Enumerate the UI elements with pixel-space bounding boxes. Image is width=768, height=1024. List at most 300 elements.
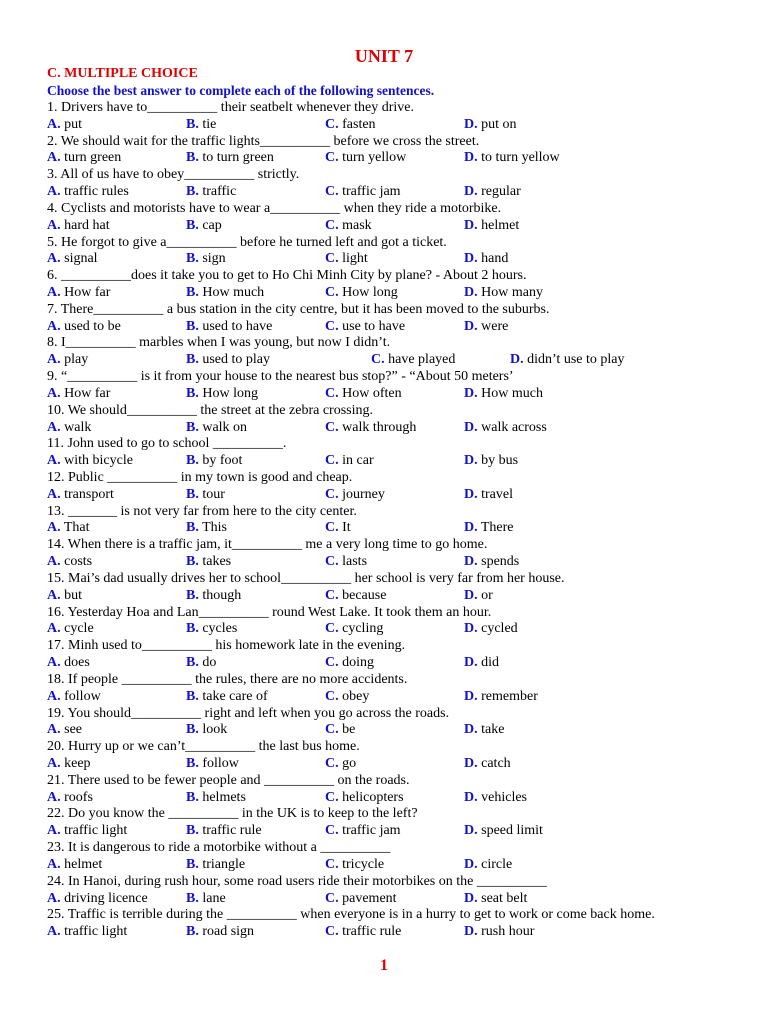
option-letter: D. xyxy=(464,486,478,502)
option-letter: B. xyxy=(186,587,199,603)
answer-option[interactable] xyxy=(47,756,91,773)
answer-option[interactable] xyxy=(325,117,376,134)
answer-options xyxy=(47,924,737,941)
answer-option[interactable] xyxy=(325,520,351,537)
option-letter: B. xyxy=(186,285,199,300)
option-letter: A. xyxy=(47,453,61,469)
answer-option[interactable] xyxy=(186,251,226,268)
option-letter: D. xyxy=(464,150,478,166)
option-letter: C. xyxy=(325,385,339,401)
answer-option[interactable] xyxy=(464,790,527,807)
question-item xyxy=(47,638,737,672)
option-text: sign xyxy=(198,251,226,267)
option-letter: D. xyxy=(464,890,478,906)
option-text: see xyxy=(60,722,83,738)
answer-option[interactable] xyxy=(464,621,518,638)
answer-option[interactable] xyxy=(464,722,504,739)
option-text: How much xyxy=(198,285,265,300)
answer-option[interactable] xyxy=(464,251,508,268)
answer-option[interactable] xyxy=(186,689,268,706)
answer-option[interactable] xyxy=(464,756,511,773)
option-text: does xyxy=(60,655,90,671)
answer-option[interactable] xyxy=(464,117,517,134)
option-text: play xyxy=(60,352,89,368)
answer-option[interactable] xyxy=(186,319,272,336)
question-item xyxy=(47,201,737,235)
option-text: traffic rules xyxy=(60,184,129,200)
answer-options xyxy=(47,790,737,807)
question-item xyxy=(47,302,737,336)
answer-options xyxy=(47,554,737,571)
answer-option[interactable] xyxy=(325,857,384,874)
option-text: takes xyxy=(198,554,232,570)
answer-option[interactable] xyxy=(186,453,242,470)
option-text: lasts xyxy=(338,554,368,570)
answer-option[interactable] xyxy=(47,285,110,302)
option-letter: C. xyxy=(325,486,339,502)
answer-option[interactable] xyxy=(186,823,262,840)
option-letter: B. xyxy=(186,116,199,132)
question-text: 10. We should__________ the street at the zebra crossing. xyxy=(47,402,373,418)
option-letter: D. xyxy=(464,688,478,704)
option-text: How long xyxy=(338,285,398,300)
question-text: 25. Traffic is terrible during the __________ when everyone is in a hurry to get to work or come back home. xyxy=(47,907,655,923)
answer-options xyxy=(47,722,737,739)
answer-option[interactable] xyxy=(325,689,369,706)
answer-option[interactable] xyxy=(186,218,222,235)
option-text: How far xyxy=(60,385,111,401)
answer-option[interactable] xyxy=(464,150,560,167)
option-text: obey xyxy=(338,688,370,704)
option-text: regular xyxy=(477,184,521,200)
questions-list xyxy=(47,100,737,941)
answer-option[interactable] xyxy=(47,857,102,874)
option-letter: C. xyxy=(325,453,339,469)
question-item xyxy=(47,335,737,369)
answer-option[interactable] xyxy=(186,588,241,605)
option-letter: D. xyxy=(464,251,478,267)
option-text: spends xyxy=(477,554,520,570)
option-text: transport xyxy=(60,486,114,502)
option-text: by bus xyxy=(477,453,519,469)
answer-option[interactable] xyxy=(464,857,512,874)
option-letter: D. xyxy=(464,621,478,637)
option-letter: C. xyxy=(325,587,339,603)
answer-options xyxy=(47,756,737,773)
option-letter: D. xyxy=(464,655,478,671)
option-letter: B. xyxy=(186,453,199,469)
question-item xyxy=(47,436,737,470)
option-text: pavement xyxy=(338,890,397,906)
option-letter: D. xyxy=(464,453,478,469)
option-letter: C. xyxy=(325,184,339,200)
option-text: didn’t use to play xyxy=(523,352,625,368)
question-text: 23. It is dangerous to ride a motorbike without a __________ xyxy=(47,840,391,856)
option-letter: A. xyxy=(47,789,61,805)
option-letter: D. xyxy=(464,184,478,200)
option-text: did xyxy=(477,655,500,671)
option-letter: B. xyxy=(186,823,199,839)
answer-option[interactable] xyxy=(325,285,398,302)
option-letter: D. xyxy=(464,285,478,300)
option-letter: B. xyxy=(186,352,199,368)
option-letter: C. xyxy=(325,285,339,300)
option-letter: A. xyxy=(47,184,61,200)
question-text: 6. __________does it take you to get to Ho Chi Minh City by plane? - About 2 hours. xyxy=(47,268,527,284)
answer-option[interactable] xyxy=(47,352,88,369)
instruction-text: Choose the best answer to complete each of the following sentences. xyxy=(47,83,435,98)
question-item xyxy=(47,537,737,571)
answer-option[interactable] xyxy=(464,588,493,605)
option-text: How often xyxy=(338,385,402,401)
question-item xyxy=(47,706,737,740)
option-text: catch xyxy=(477,755,511,771)
option-letter: A. xyxy=(47,587,61,603)
option-letter: C. xyxy=(325,251,339,267)
option-letter: B. xyxy=(186,419,199,435)
option-letter: B. xyxy=(186,486,199,502)
option-letter: D. xyxy=(464,385,478,401)
option-text: go xyxy=(338,755,357,771)
answer-options xyxy=(47,420,737,437)
question-item xyxy=(47,907,737,941)
question-item xyxy=(47,167,737,201)
option-text: cycle xyxy=(60,621,94,637)
answer-option[interactable] xyxy=(325,487,385,504)
option-letter: B. xyxy=(186,621,199,637)
answer-option[interactable] xyxy=(464,285,543,302)
option-text: or xyxy=(477,587,493,603)
answer-option[interactable] xyxy=(464,453,518,470)
option-letter: A. xyxy=(47,352,61,368)
option-text: to turn yellow xyxy=(477,150,560,166)
answer-option[interactable] xyxy=(186,184,236,201)
option-letter: A. xyxy=(47,385,61,401)
option-text: vehicles xyxy=(477,789,527,805)
answer-option[interactable] xyxy=(186,487,225,504)
answer-option[interactable] xyxy=(186,386,258,403)
option-text: cap xyxy=(198,217,222,233)
option-letter: D. xyxy=(464,419,478,435)
option-text: traffic jam xyxy=(338,823,401,839)
answer-option[interactable] xyxy=(47,554,92,571)
question-item xyxy=(47,571,737,605)
answer-option[interactable] xyxy=(186,285,264,302)
option-text: walk on xyxy=(198,419,248,435)
answer-option[interactable] xyxy=(47,453,133,470)
answer-option[interactable] xyxy=(325,453,374,470)
answer-option[interactable] xyxy=(47,117,82,134)
answer-option[interactable] xyxy=(47,184,129,201)
answer-option[interactable] xyxy=(186,150,274,167)
question-item xyxy=(47,403,737,437)
answer-option[interactable] xyxy=(186,756,239,773)
question-text: 7. There__________ a bus station in the city centre, but it has been moved to the suburbs. xyxy=(47,301,550,317)
answer-option[interactable] xyxy=(186,117,216,134)
answer-option[interactable] xyxy=(47,891,148,908)
answer-option[interactable] xyxy=(47,520,90,537)
answer-option[interactable] xyxy=(47,588,82,605)
option-text: There xyxy=(477,520,514,536)
option-letter: C. xyxy=(325,419,339,435)
option-text: costs xyxy=(60,554,93,570)
question-text: 15. Mai’s dad usually drives her to school__________ her school is very far from her house. xyxy=(47,570,565,586)
unit-title: UNIT 7 xyxy=(354,46,414,66)
option-letter: C. xyxy=(325,150,339,166)
option-letter: B. xyxy=(186,924,199,940)
option-letter: C. xyxy=(325,217,339,233)
option-text: tricycle xyxy=(338,856,385,872)
answer-options xyxy=(47,891,737,908)
option-text: remember xyxy=(477,688,538,704)
answer-options xyxy=(47,150,737,167)
option-letter: B. xyxy=(186,184,199,200)
option-text: helmets xyxy=(198,789,246,805)
option-letter: B. xyxy=(186,890,199,906)
option-text: in car xyxy=(338,453,374,469)
option-text: fasten xyxy=(338,116,376,132)
option-text: circle xyxy=(477,856,513,872)
answer-option[interactable] xyxy=(325,554,367,571)
option-text: signal xyxy=(60,251,98,267)
answer-option[interactable] xyxy=(186,352,270,369)
option-letter: B. xyxy=(186,385,199,401)
option-text: This xyxy=(198,520,227,536)
question-text: 17. Minh used to__________ his homework late in the evening. xyxy=(47,638,406,654)
answer-options xyxy=(47,285,737,302)
option-letter: A. xyxy=(47,890,61,906)
option-text: used to have xyxy=(198,318,273,334)
question-text: 9. “__________ is it from your house to the nearest bus stop?” - “About 50 meters’ xyxy=(47,369,514,385)
answer-option[interactable] xyxy=(325,251,368,268)
option-letter: A. xyxy=(47,318,61,334)
answer-option[interactable] xyxy=(186,857,245,874)
answer-option[interactable] xyxy=(325,891,397,908)
answer-option[interactable] xyxy=(371,352,455,369)
answer-option[interactable] xyxy=(47,251,98,268)
question-text: 22. Do you know the __________ in the UK is to keep to the left? xyxy=(47,806,418,822)
option-text: mask xyxy=(338,217,372,233)
answer-options xyxy=(47,218,737,235)
option-letter: C. xyxy=(325,755,339,771)
option-text: How far xyxy=(60,285,111,300)
answer-option[interactable] xyxy=(47,823,127,840)
option-text: traffic jam xyxy=(338,184,401,200)
option-text: with bicycle xyxy=(60,453,133,469)
answer-option[interactable] xyxy=(47,924,127,941)
question-item xyxy=(47,235,737,269)
answer-options xyxy=(47,823,737,840)
option-text: driving licence xyxy=(60,890,148,906)
answer-option[interactable] xyxy=(186,520,227,537)
option-text: It xyxy=(338,520,351,536)
answer-option[interactable] xyxy=(325,420,416,437)
option-text: turn green xyxy=(60,150,122,166)
answer-option[interactable] xyxy=(186,924,254,941)
answer-option[interactable] xyxy=(325,722,355,739)
answer-option[interactable] xyxy=(186,554,231,571)
option-letter: A. xyxy=(47,486,61,502)
answer-option[interactable] xyxy=(464,655,499,672)
answer-option[interactable] xyxy=(464,184,521,201)
answer-option[interactable] xyxy=(325,823,401,840)
option-text: by foot xyxy=(198,453,243,469)
question-text: 18. If people __________ the rules, there are no more accidents. xyxy=(47,671,408,687)
question-text: 3. All of us have to obey__________ strictly. xyxy=(47,167,300,183)
option-letter: C. xyxy=(325,688,339,704)
option-letter: C. xyxy=(325,924,339,940)
answer-option[interactable] xyxy=(325,621,383,638)
option-text: traffic light xyxy=(60,924,128,940)
answer-option[interactable] xyxy=(464,823,543,840)
question-item xyxy=(47,100,737,134)
answer-options xyxy=(47,655,737,672)
answer-options xyxy=(47,453,737,470)
answer-option[interactable] xyxy=(325,756,356,773)
question-text: 4. Cyclists and motorists have to wear a__________ when they ride a motorbike. xyxy=(47,200,502,216)
answer-option[interactable] xyxy=(186,891,226,908)
question-text: 20. Hurry up or we can’t__________ the last bus home. xyxy=(47,739,360,755)
option-letter: C. xyxy=(371,352,385,368)
question-text: 8. I__________ marbles when I was young, but now I didn’t. xyxy=(47,335,391,351)
answer-option[interactable] xyxy=(186,790,246,807)
option-text: used to play xyxy=(198,352,270,368)
answer-options xyxy=(47,117,737,134)
answer-option[interactable] xyxy=(47,386,110,403)
question-item xyxy=(47,840,737,874)
question-text: 11. John used to go to school __________. xyxy=(47,436,287,452)
answer-options xyxy=(47,184,737,201)
option-text: follow xyxy=(60,688,101,704)
answer-options xyxy=(47,352,737,369)
answer-option[interactable] xyxy=(325,150,406,167)
option-letter: A. xyxy=(47,419,61,435)
answer-options xyxy=(47,621,737,638)
answer-option[interactable] xyxy=(325,655,374,672)
answer-option[interactable] xyxy=(464,689,538,706)
option-text: roofs xyxy=(60,789,93,805)
option-text: hard hat xyxy=(60,217,110,233)
option-letter: B. xyxy=(186,655,199,671)
option-letter: C. xyxy=(325,890,339,906)
option-text: How long xyxy=(198,385,258,401)
question-text: 14. When there is a traffic jam, it__________ me a very long time to go home. xyxy=(47,537,488,553)
answer-option[interactable] xyxy=(464,487,513,504)
answer-option[interactable] xyxy=(464,554,519,571)
answer-option[interactable] xyxy=(325,790,404,807)
answer-option[interactable] xyxy=(47,722,82,739)
option-letter: B. xyxy=(186,520,199,536)
answer-option[interactable] xyxy=(325,386,402,403)
option-letter: D. xyxy=(464,755,478,771)
option-letter: C. xyxy=(325,823,339,839)
answer-option[interactable] xyxy=(325,184,401,201)
option-text: travel xyxy=(477,486,513,502)
answer-option[interactable] xyxy=(47,218,110,235)
answer-option[interactable] xyxy=(464,386,543,403)
option-text: though xyxy=(198,587,242,603)
answer-option[interactable] xyxy=(464,520,514,537)
option-text: doing xyxy=(338,655,375,671)
option-letter: C. xyxy=(325,318,339,334)
option-letter: A. xyxy=(47,655,61,671)
answer-option[interactable] xyxy=(47,689,101,706)
option-letter: D. xyxy=(464,823,478,839)
option-text: cycled xyxy=(477,621,518,637)
option-text: walk across xyxy=(477,419,547,435)
answer-options xyxy=(47,487,737,504)
option-letter: B. xyxy=(186,318,199,334)
option-text: helicopters xyxy=(338,789,404,805)
option-text: tie xyxy=(198,116,217,132)
option-letter: C. xyxy=(325,655,339,671)
option-letter: B. xyxy=(186,856,199,872)
answer-option[interactable] xyxy=(464,420,547,437)
answer-option[interactable] xyxy=(186,420,247,437)
question-item xyxy=(47,874,737,908)
option-letter: A. xyxy=(47,722,61,738)
option-text: light xyxy=(338,251,368,267)
option-letter: A. xyxy=(47,150,61,166)
question-item xyxy=(47,605,737,639)
answer-option[interactable] xyxy=(47,319,121,336)
answer-options xyxy=(47,251,737,268)
answer-option[interactable] xyxy=(325,218,372,235)
option-text: turn yellow xyxy=(338,150,407,166)
answer-option[interactable] xyxy=(464,924,534,941)
page-number: 1 xyxy=(380,957,388,974)
option-letter: B. xyxy=(186,755,199,771)
answer-option[interactable] xyxy=(464,319,508,336)
option-text: have played xyxy=(384,352,456,368)
answer-option[interactable] xyxy=(186,655,216,672)
option-text: How many xyxy=(477,285,543,300)
answer-option[interactable] xyxy=(186,621,237,638)
question-text: 12. Public __________ in my town is good and cheap. xyxy=(47,470,353,486)
option-text: do xyxy=(198,655,217,671)
option-text: helmet xyxy=(477,217,520,233)
option-letter: A. xyxy=(47,285,61,300)
answer-option[interactable] xyxy=(325,924,401,941)
answer-option[interactable] xyxy=(47,655,90,672)
option-text: to turn green xyxy=(198,150,274,166)
answer-option[interactable] xyxy=(325,588,386,605)
option-text: rush hour xyxy=(477,924,535,940)
answer-option[interactable] xyxy=(47,790,93,807)
option-text: put xyxy=(60,116,83,132)
question-item xyxy=(47,369,737,403)
answer-option[interactable] xyxy=(47,621,94,638)
answer-option[interactable] xyxy=(510,352,624,369)
answer-option[interactable] xyxy=(325,319,405,336)
answer-option[interactable] xyxy=(47,487,114,504)
question-text: 5. He forgot to give a__________ before he turned left and got a ticket. xyxy=(47,234,447,250)
option-text: walk xyxy=(60,419,92,435)
answer-option[interactable] xyxy=(47,420,91,437)
option-letter: A. xyxy=(47,251,61,267)
option-letter: C. xyxy=(325,621,339,637)
option-letter: A. xyxy=(47,621,61,637)
option-text: helmet xyxy=(60,856,103,872)
answer-option[interactable] xyxy=(464,218,519,235)
question-item xyxy=(47,504,737,538)
answer-option[interactable] xyxy=(464,891,527,908)
option-text: traffic xyxy=(198,184,237,200)
answer-option[interactable] xyxy=(47,150,121,167)
answer-option[interactable] xyxy=(186,722,227,739)
answer-options xyxy=(47,319,737,336)
option-text: take xyxy=(477,722,505,738)
